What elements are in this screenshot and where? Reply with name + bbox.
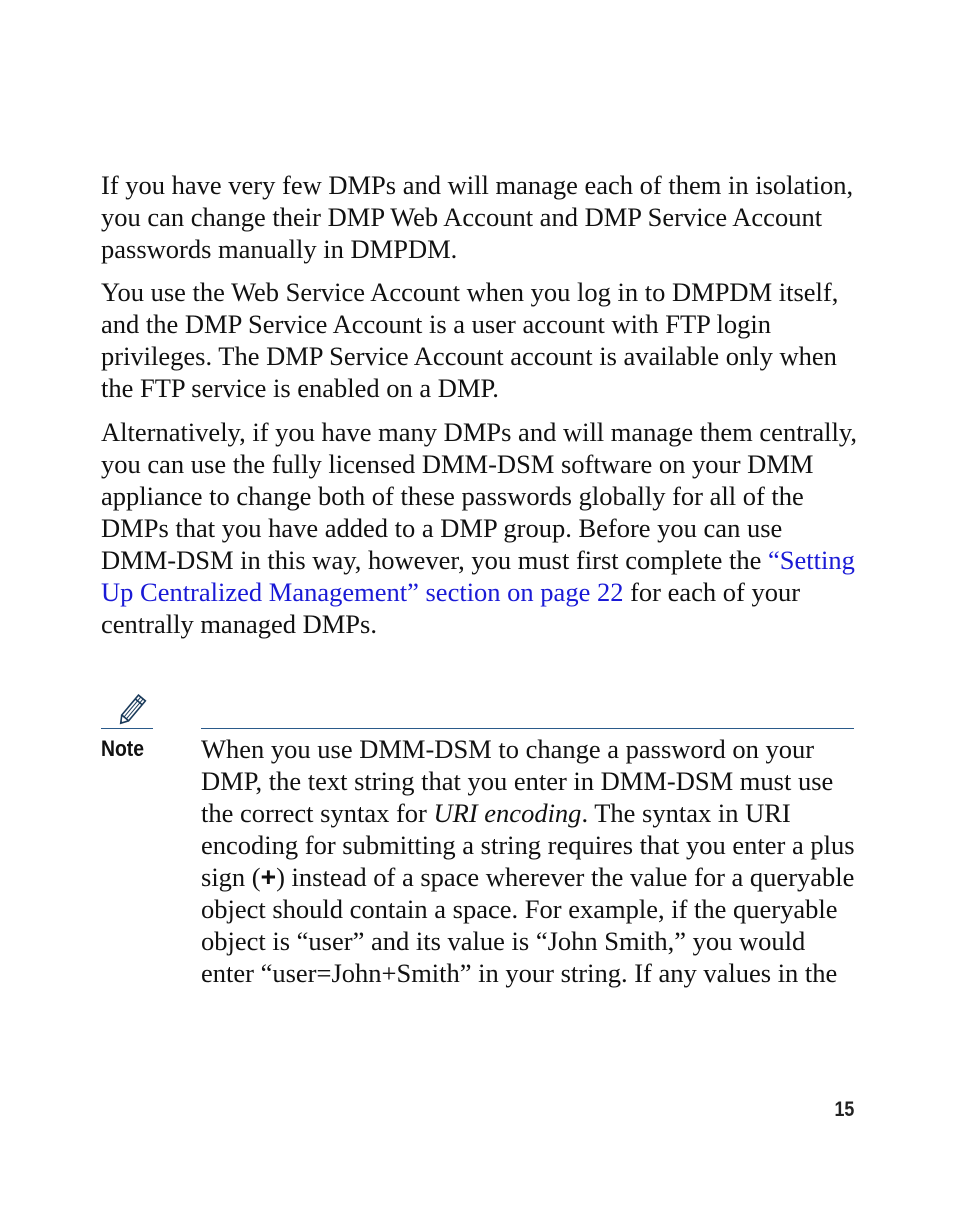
note-label: Note — [101, 736, 145, 761]
paragraph-centralized-change — [101, 416, 861, 640]
note-text-uri-encoding: URI encoding — [433, 798, 582, 828]
note-text-part1: When you use DMM-DSM to change a password on your DMP, the text string that you enter in DMM-DSM must use the correct syntax for — [201, 734, 834, 828]
paragraph-service-accounts: You use the Web Service Account when you log in to DMPDM itself, and the DMP Service Account is a user account with FTP login privileges. The DMP Service Account account is available only when the FTP service is enabled on a DMP. — [101, 277, 839, 403]
note-rule-short — [101, 728, 153, 729]
centralized-management-link[interactable]: “Setting Up Centralized Management” section on page 22 — [101, 545, 855, 607]
note-plus-sign: + — [260, 862, 277, 892]
note-text — [201, 733, 861, 989]
note-rule-long — [201, 728, 854, 729]
pencil-note-icon — [101, 694, 155, 730]
note-text-part2: . The syntax in URI encoding for submitting a string requires that you enter a plus sign ( — [201, 798, 855, 892]
page-number: 15 — [834, 1098, 854, 1121]
paragraph-manual-password-change: If you have very few DMPs and will manage each of them in isolation, you can change their DMP Web Account and DMP Service Account passwords manually in DMPDM. — [101, 170, 854, 264]
note-text-part3: ) instead of a space wherever the value for a queryable object should contain a space. For example, if the queryable object is “user” and its value is “John Smith,” you would enter “user=John+Smith” in your string. If any values in the — [201, 862, 855, 988]
paragraph-text-after-link: for each of your centrally managed DMPs. — [101, 577, 801, 639]
paragraph-text-before-link: Alternatively, if you have many DMPs and will manage them centrally, you can use the fully licensed DMM-DSM software on your DMM appliance to change both of these passwords globally for all of the DMPs that you have added to a DMP group. Before you can use DMM-DSM in this way, however, you must first complete the — [101, 417, 858, 575]
